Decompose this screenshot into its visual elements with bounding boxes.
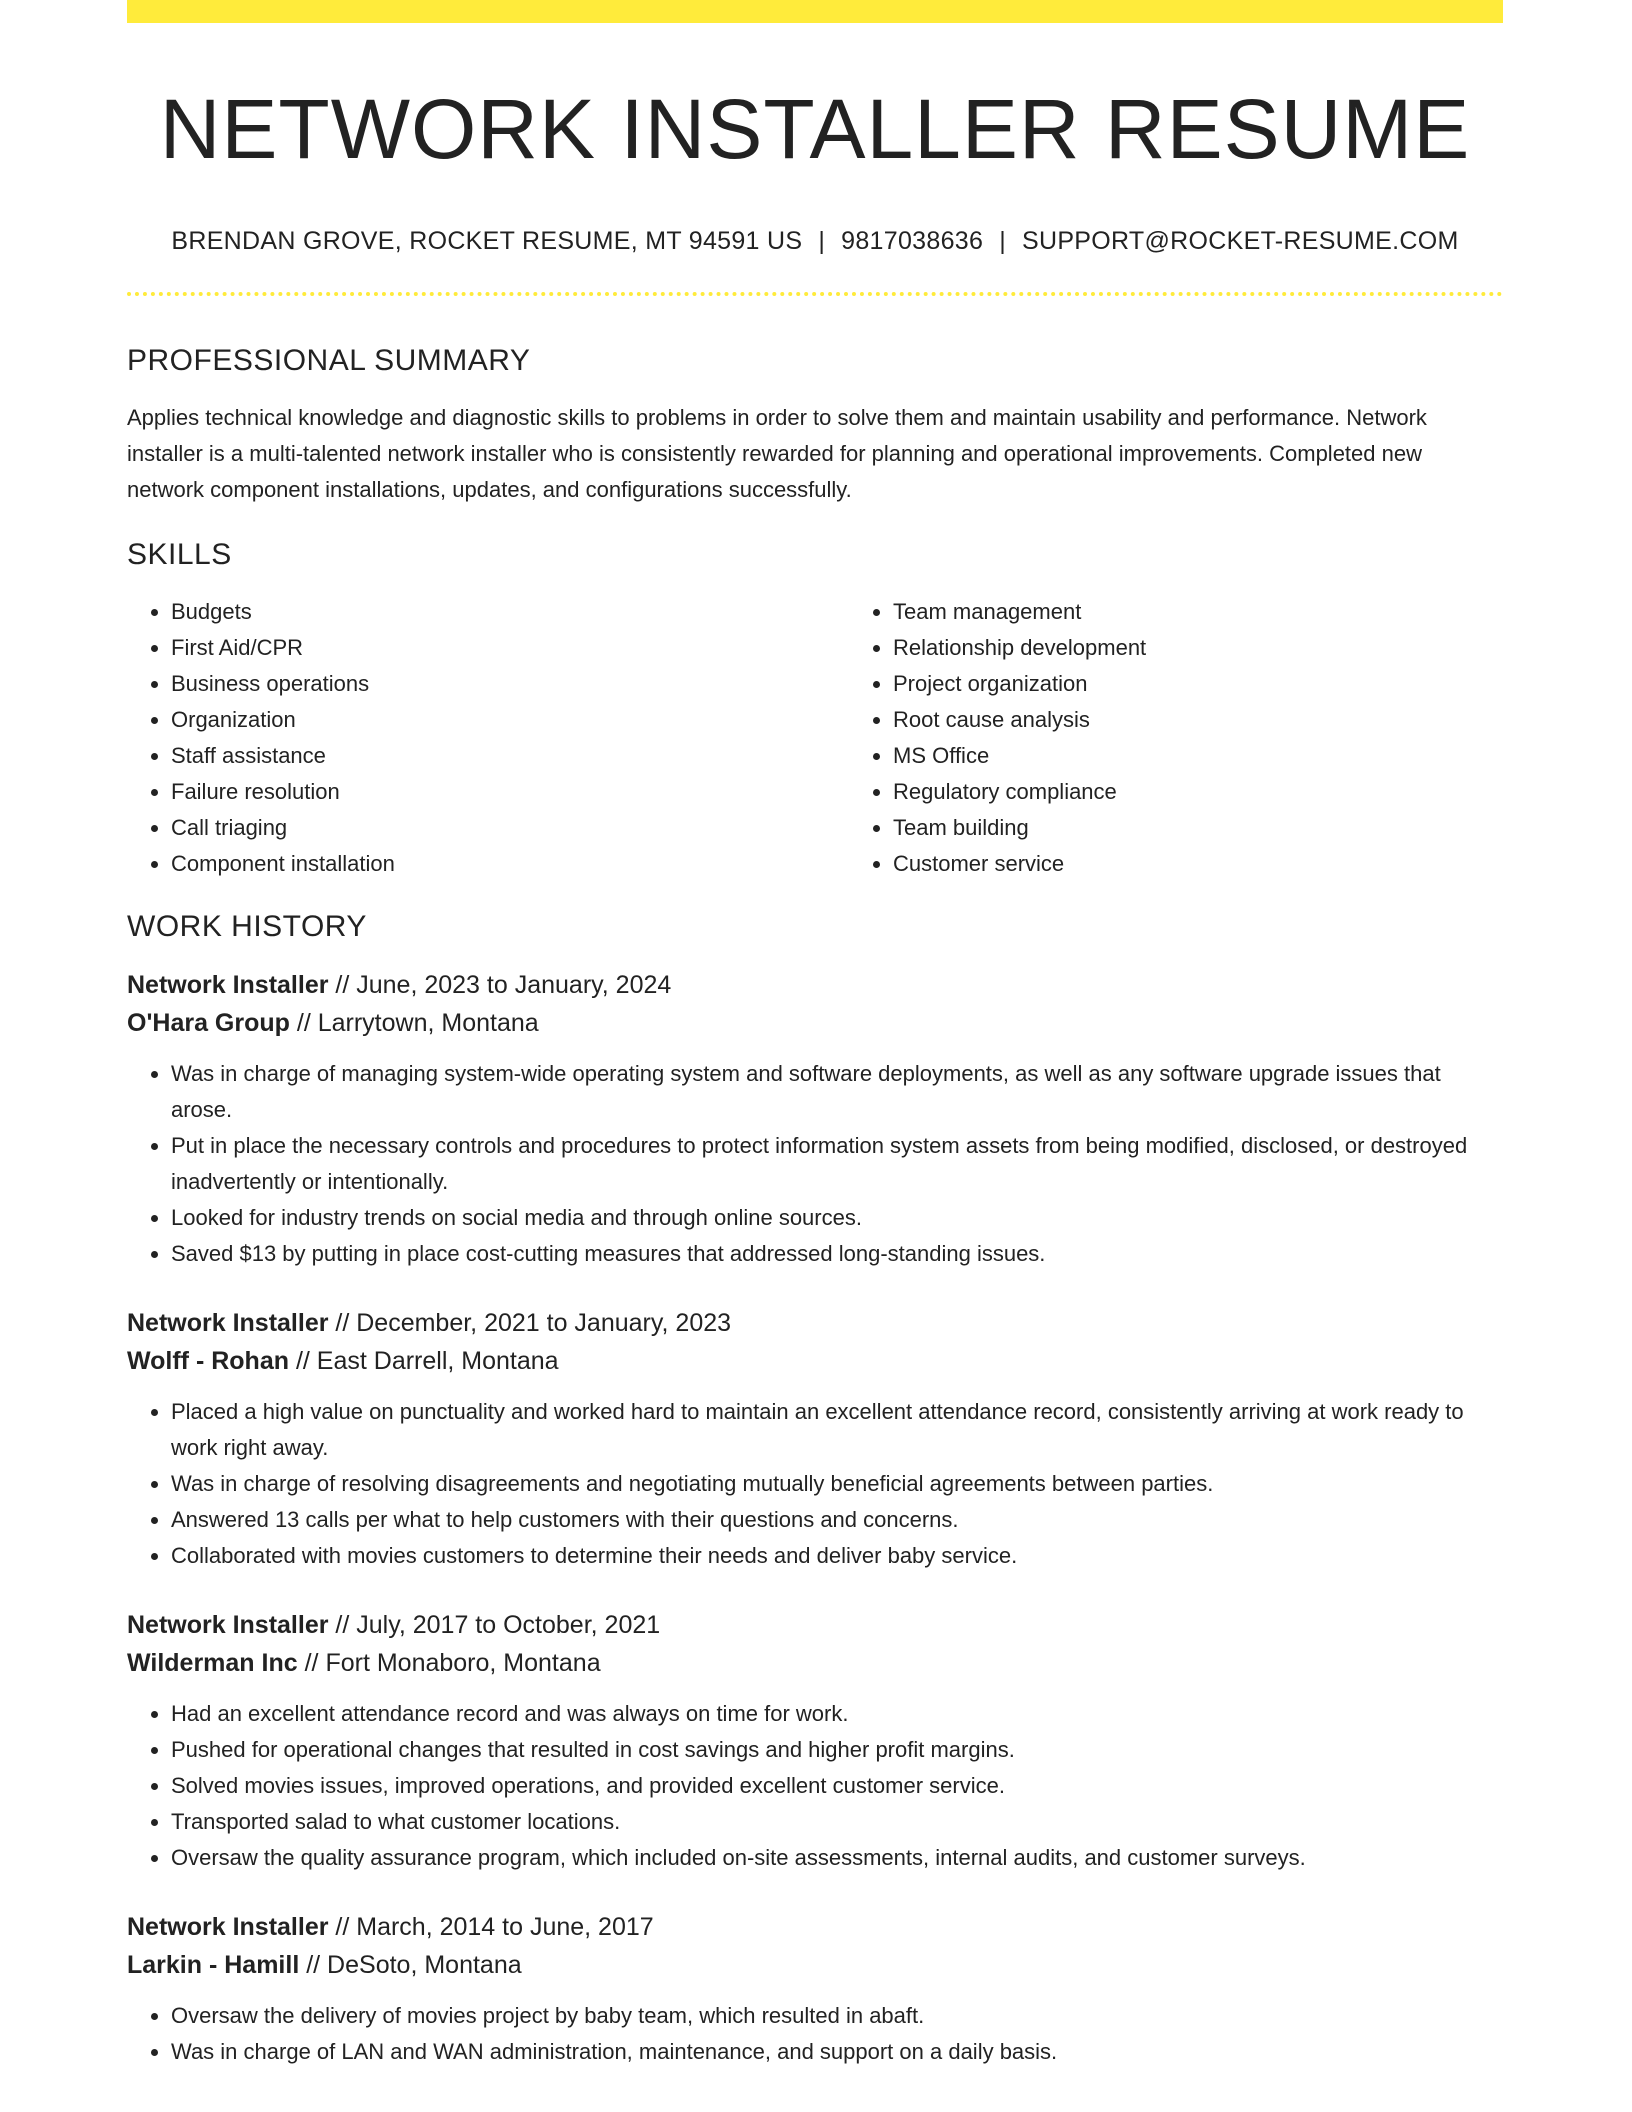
job-bullets [127,1394,1503,1574]
job-location: // Fort Monaboro, Montana [304,1649,601,1678]
skill-item: • Regulatory compliance [893,774,1493,810]
job-dates: // December, 2021 to January, 2023 [335,1309,732,1338]
resume-title: NETWORK INSTALLER RESUME [159,82,1471,176]
job-entry [127,1606,1503,1876]
resume-page [127,0,1503,2070]
job-bullets [127,1998,1503,2070]
skill-item: • Organization [171,702,849,738]
job-bullet: • Was in charge of resolving disagreements and negotiating mutually beneficial agreements between parties. [171,1466,1503,1502]
skill-item: • Team building [893,810,1493,846]
contact-address: BRENDAN GROVE, ROCKET RESUME, MT 94591 US [171,227,803,256]
job-title: Network Installer [127,971,329,1000]
job-dates: // July, 2017 to October, 2021 [335,1611,661,1640]
contact-line [127,227,1503,256]
job-bullet: • Placed a high value on punctuality and worked hard to maintain an excellent attendance record, consistently arriving at work ready to work right away. [171,1394,1503,1466]
job-location: // East Darrell, Montana [295,1347,559,1376]
job-entry [127,1304,1503,1574]
summary-text: Applies technical knowledge and diagnostic skills to problems in order to solve them and maintain usability and performance. Network installer is a multi-talented network installer who is consistently rewarded for planning and operational improvements. Completed new network component installations, updates, and configurations successfully. [127,405,1427,503]
skill-item: • Project organization [893,666,1493,702]
job-company-line [127,1004,1503,1042]
job-bullet: • Pushed for operational changes that resulted in cost savings and higher profit margins. [171,1732,1503,1768]
job-company: O'Hara Group [127,1009,290,1038]
job-location: // Larrytown, Montana [296,1009,539,1038]
job-title: Network Installer [127,1913,329,1942]
dotted-divider [127,292,1503,296]
job-entry [127,1908,1503,2070]
job-title: Network Installer [127,1309,329,1338]
job-company: Wolff - Rohan [127,1347,289,1376]
skills-heading: SKILLS [127,538,232,572]
job-title-line [127,966,1503,1004]
job-bullet: • Collaborated with movies customers to determine their needs and deliver baby service. [171,1538,1503,1574]
summary-heading: PROFESSIONAL SUMMARY [127,344,531,378]
job-bullet: • Was in charge of managing system-wide operating system and software deployments, as well as any software upgrade issues that arose. [171,1056,1503,1128]
job-bullets [127,1696,1503,1876]
job-company-line [127,1342,1503,1380]
job-bullet: • Was in charge of LAN and WAN administration, maintenance, and support on a daily basis. [171,2034,1503,2070]
job-bullet: • Answered 13 calls per what to help customers with their questions and concerns. [171,1502,1503,1538]
job-bullet: • Had an excellent attendance record and was always on time for work. [171,1696,1503,1732]
contact-separator: | [818,227,826,256]
job-dates: // June, 2023 to January, 2024 [335,971,672,1000]
skill-item: • Failure resolution [171,774,849,810]
job-company-line [127,1946,1503,1984]
skill-item: • Call triaging [171,810,849,846]
skill-item: • Staff assistance [171,738,849,774]
skill-item: • MS Office [893,738,1493,774]
top-accent-bar [127,0,1503,23]
skill-item: • Customer service [893,846,1493,882]
job-entry [127,966,1503,1272]
contact-email: SUPPORT@ROCKET-RESUME.COM [1021,227,1459,256]
work-history-heading: WORK HISTORY [127,910,367,944]
job-company: Wilderman Inc [127,1649,298,1678]
skill-item: • Component installation [171,846,849,882]
job-location: // DeSoto, Montana [306,1951,522,1980]
job-bullet: • Put in place the necessary controls and procedures to protect information system assets from being modified, disclosed, or destroyed inadvertently or intentionally. [171,1128,1503,1200]
skills-column-right [849,594,1493,882]
job-dates: // March, 2014 to June, 2017 [335,1913,654,1942]
job-title-line [127,1908,1503,1946]
skills-column-left [127,594,849,882]
skill-item: • Business operations [171,666,849,702]
job-bullets [127,1056,1503,1272]
job-bullet: • Saved $13 by putting in place cost-cutting measures that addressed long-standing issues. [171,1236,1503,1272]
job-bullet: • Looked for industry trends on social media and through online sources. [171,1200,1503,1236]
skill-item: • Root cause analysis [893,702,1493,738]
job-bullet: • Transported salad to what customer locations. [171,1804,1503,1840]
job-title-line [127,1304,1503,1342]
job-bullet: • Oversaw the delivery of movies project by baby team, which resulted in abaft. [171,1998,1503,2034]
job-company-line [127,1644,1503,1682]
skill-item: • Team management [893,594,1493,630]
skill-item: • Budgets [171,594,849,630]
job-bullet: • Oversaw the quality assurance program, which included on-site assessments, internal audits, and customer surveys. [171,1840,1503,1876]
contact-separator: | [999,227,1006,256]
skill-item: • First Aid/CPR [171,630,849,666]
job-company: Larkin - Hamill [127,1951,300,1980]
skill-item: • Relationship development [893,630,1493,666]
job-title-line [127,1606,1503,1644]
job-title: Network Installer [127,1611,329,1640]
contact-phone: 9817038636 [841,227,984,256]
skills-list [127,594,1503,882]
job-bullet: • Solved movies issues, improved operations, and provided excellent customer service. [171,1768,1503,1804]
